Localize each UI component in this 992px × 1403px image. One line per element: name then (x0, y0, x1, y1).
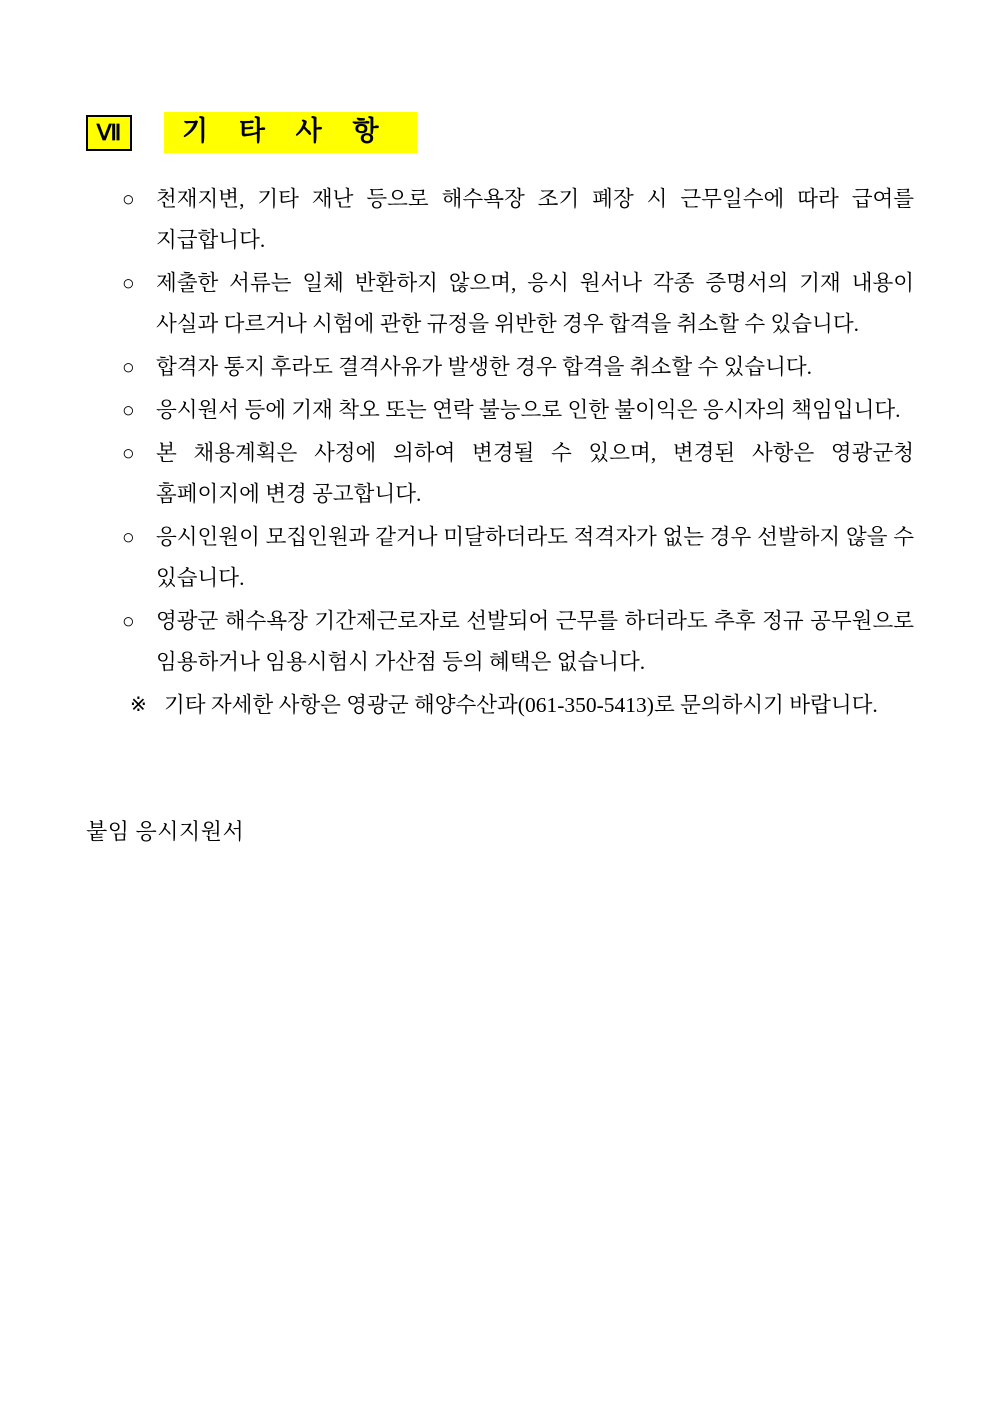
list-item (86, 179, 920, 261)
circle-bullet-icon: ○ (122, 187, 135, 212)
list-item (86, 601, 920, 683)
list-item (86, 517, 920, 599)
notice-list (86, 179, 920, 726)
circle-bullet-icon: ○ (122, 355, 135, 380)
circle-bullet-icon: ○ (122, 609, 135, 634)
section-header (86, 112, 920, 153)
list-item-text: 제출한 서류는 일체 반환하지 않으며, 응시 원서나 각종 증명서의 기재 내용이 사실과 다르거나 시험에 관한 규정을 위반한 경우 합격을 취소할 수 있습니다. (156, 271, 914, 337)
list-item (86, 263, 920, 345)
list-item-text: 본 채용계획은 사정에 의하여 변경될 수 있으며, 변경된 사항은 영광군청 홈페이지에 변경 공고합니다. (156, 441, 914, 507)
list-item-text: 응시인원이 모집인원과 같거나 미달하더라도 적격자가 없는 경우 선발하지 않을 수 있습니다. (156, 525, 914, 591)
list-item-text: 응시원서 등에 기재 착오 또는 연락 불능으로 인한 불이익은 응시자의 책임입니다. (156, 398, 901, 423)
circle-bullet-icon: ○ (122, 441, 135, 466)
circle-bullet-icon: ○ (122, 398, 135, 423)
section-number-badge: Ⅶ (86, 115, 132, 151)
circle-bullet-icon: ○ (122, 271, 135, 296)
attachment-note: 붙임 응시지원서 (86, 819, 245, 845)
section-title: 기 타 사 항 (164, 112, 417, 153)
list-item-text: 합격자 통지 후라도 결격사유가 발생한 경우 합격을 취소할 수 있습니다. (156, 355, 813, 380)
circle-bullet-icon: ○ (122, 525, 135, 550)
list-item-text: 천재지변, 기타 재난 등으로 해수욕장 조기 폐장 시 근무일수에 따라 급여를 지급합니다. (156, 187, 914, 253)
list-item (86, 433, 920, 515)
list-item-text: 기타 자세한 사항은 영광군 해양수산과(061-350-5413)로 문의하시기 바랍니다. (164, 693, 878, 718)
list-item (86, 390, 920, 431)
list-item-text: 영광군 해수욕장 기간제근로자로 선발되어 근무를 하더라도 추후 정규 공무원으로 임용하거나 임용시험시 가산점 등의 혜택은 없습니다. (156, 609, 914, 675)
list-item-reference (86, 685, 920, 726)
reference-mark-icon: ※ (130, 694, 147, 717)
list-item (86, 347, 920, 388)
